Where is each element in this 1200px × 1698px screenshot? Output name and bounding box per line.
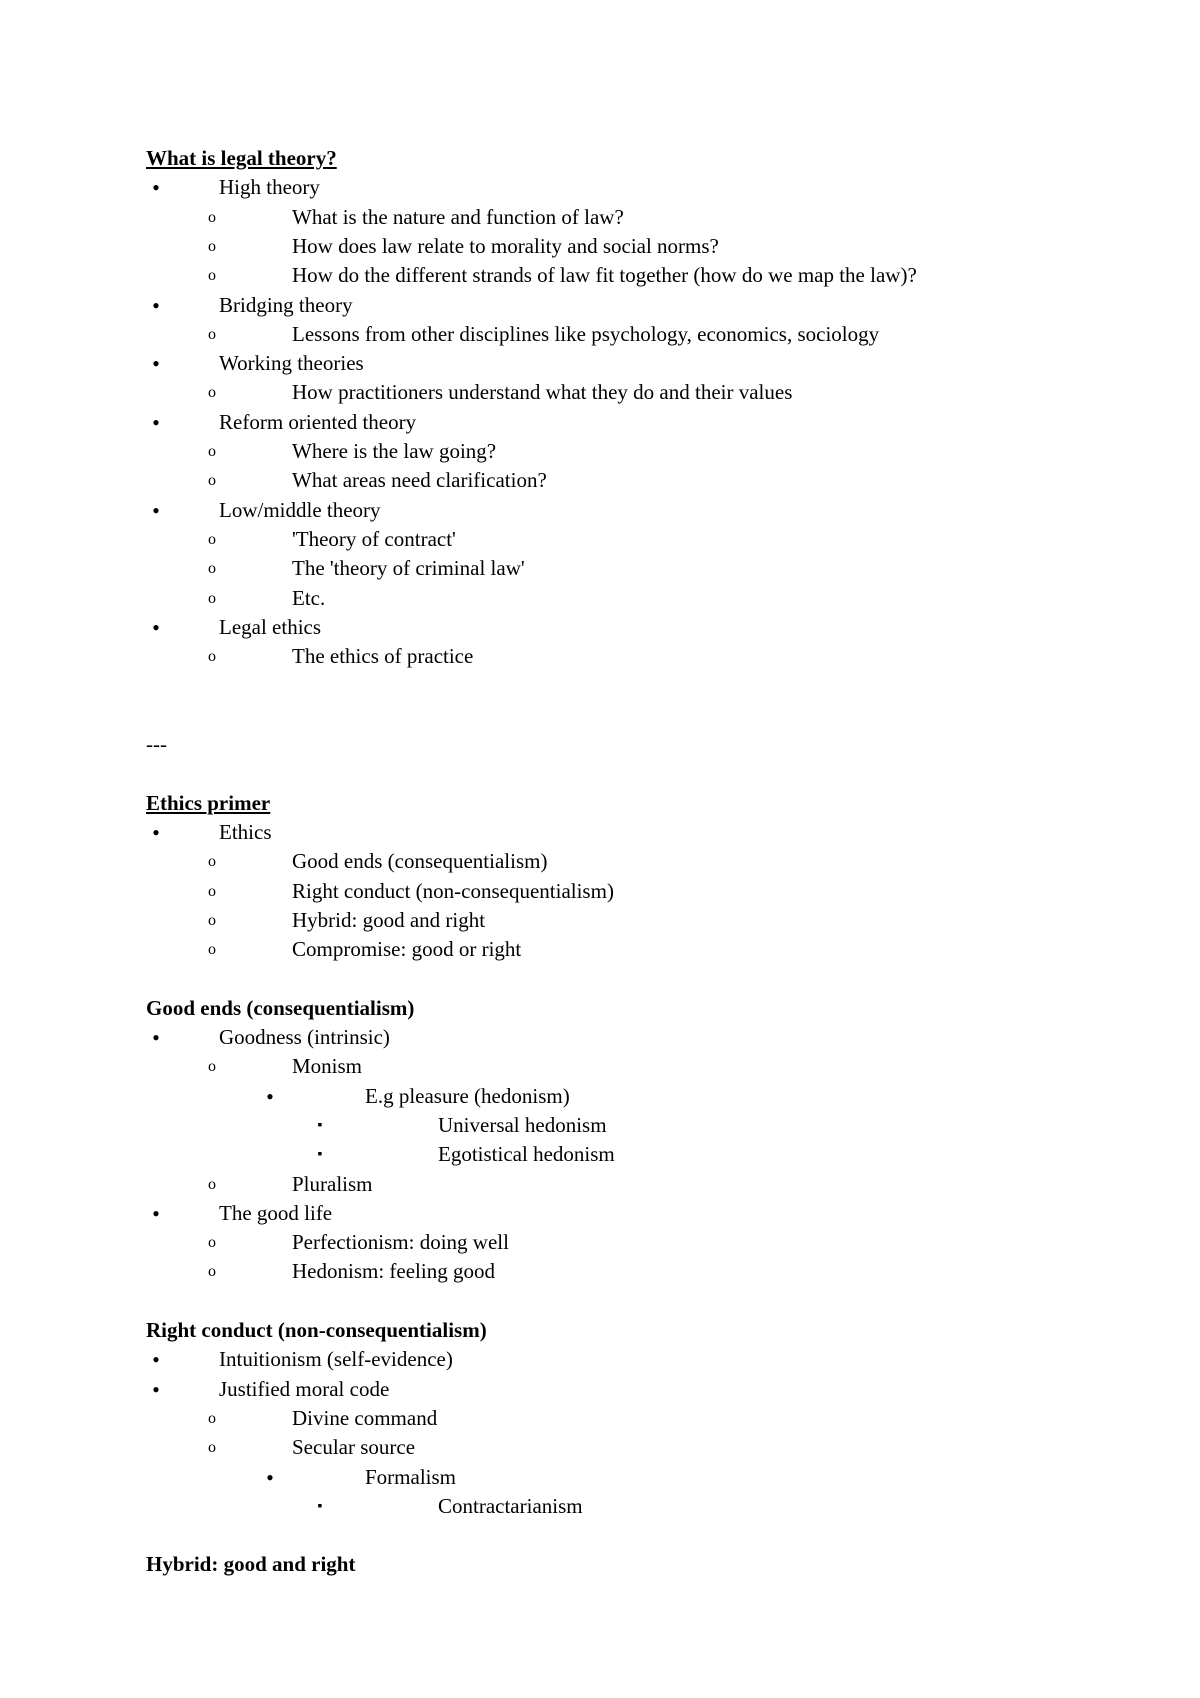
list-item-level-1: Intuitionism (self-evidence) (219, 1347, 453, 1371)
list-item-level-2: Perfectionism: doing well (292, 1230, 509, 1254)
circle-bullet-icon: o (208, 472, 216, 489)
list-item-level-1: Goodness (intrinsic) (219, 1025, 390, 1049)
list-item-level-1: Low/middle theory (219, 498, 381, 522)
circle-bullet-icon: o (208, 384, 216, 401)
list-item-level-2: Secular source (292, 1435, 416, 1459)
square-bullet-icon: ▪ (317, 1147, 323, 1162)
circle-bullet-icon: o (208, 1058, 216, 1075)
circle-bullet-icon: o (208, 560, 216, 577)
list-item-level-3: Formalism (365, 1465, 457, 1489)
bullet-icon: • (152, 498, 160, 523)
list-item-level-2: Compromise: good or right (292, 937, 522, 961)
circle-bullet-icon: o (208, 1410, 216, 1427)
bullet-icon: • (152, 175, 160, 200)
circle-bullet-icon: o (208, 443, 216, 460)
list-item-level-1: The good life (219, 1201, 333, 1225)
bullet-icon: • (152, 1025, 160, 1050)
circle-bullet-icon: o (208, 267, 216, 284)
list-item-level-1: Legal ethics (219, 615, 322, 639)
circle-bullet-icon: o (208, 648, 216, 665)
section-heading: What is legal theory? (146, 146, 337, 170)
circle-bullet-icon: o (208, 883, 216, 900)
list-item-level-4: Egotistical hedonism (438, 1142, 615, 1166)
circle-bullet-icon: o (208, 1439, 216, 1456)
list-item-level-1: Ethics (219, 820, 272, 844)
list-item-level-2: Pluralism (292, 1172, 373, 1196)
list-item-level-2: The 'theory of criminal law' (292, 556, 525, 580)
list-item-level-2: 'Theory of contract' (292, 527, 456, 551)
list-item-level-2: Lessons from other disciplines like psychology, economics, sociology (292, 322, 880, 346)
bullet-icon: • (152, 1347, 160, 1372)
circle-bullet-icon: o (208, 853, 216, 870)
bullet-icon: • (266, 1465, 274, 1490)
list-item-level-2: Where is the law going? (292, 439, 497, 463)
bullet-icon: • (152, 351, 160, 376)
separator-text: --- (146, 732, 167, 756)
bullet-icon: • (152, 615, 160, 640)
circle-bullet-icon: o (208, 531, 216, 548)
list-item-level-2: Etc. (292, 586, 326, 610)
circle-bullet-icon: o (208, 209, 216, 226)
list-item-level-1: High theory (219, 175, 320, 199)
list-item-level-4: Universal hedonism (438, 1113, 607, 1137)
list-item-level-1: Bridging theory (219, 293, 353, 317)
circle-bullet-icon: o (208, 912, 216, 929)
list-item-level-1: Justified moral code (219, 1377, 390, 1401)
section-heading: Right conduct (non-consequentialism) (146, 1318, 487, 1342)
circle-bullet-icon: o (208, 1263, 216, 1280)
list-item-level-2: How does law relate to morality and social norms? (292, 234, 719, 258)
circle-bullet-icon: o (208, 1234, 216, 1251)
bullet-icon: • (152, 1201, 160, 1226)
section-heading: Ethics primer (146, 791, 271, 815)
square-bullet-icon: ▪ (317, 1118, 323, 1133)
bullet-icon: • (152, 1377, 160, 1402)
section-heading: Hybrid: good and right (146, 1552, 356, 1576)
circle-bullet-icon: o (208, 326, 216, 343)
list-item-level-2: Divine command (292, 1406, 438, 1430)
list-item-level-4: Contractarianism (438, 1494, 583, 1518)
list-item-level-2: How practitioners understand what they do and their values (292, 380, 793, 404)
list-item-level-2: Right conduct (non-consequentialism) (292, 879, 614, 903)
list-item-level-2: What is the nature and function of law? (292, 205, 624, 229)
square-bullet-icon: ▪ (317, 1499, 323, 1514)
section-heading: Good ends (consequentialism) (146, 996, 415, 1020)
list-item-level-2: How do the different strands of law fit together (how do we map the law)? (292, 263, 917, 287)
circle-bullet-icon: o (208, 1176, 216, 1193)
bullet-icon: • (152, 820, 160, 845)
list-item-level-2: Hedonism: feeling good (292, 1259, 495, 1283)
list-item-level-1: Reform oriented theory (219, 410, 417, 434)
list-item-level-2: The ethics of practice (292, 644, 474, 668)
list-item-level-2: Monism (292, 1054, 363, 1078)
list-item-level-2: What areas need clarification? (292, 468, 547, 492)
bullet-icon: • (266, 1084, 274, 1109)
circle-bullet-icon: o (208, 941, 216, 958)
list-item-level-3: E.g pleasure (hedonism) (365, 1084, 570, 1108)
list-item-level-2: Good ends (consequentialism) (292, 849, 548, 873)
bullet-icon: • (152, 293, 160, 318)
bullet-icon: • (152, 410, 160, 435)
list-item-level-1: Working theories (219, 351, 364, 375)
list-item-level-2: Hybrid: good and right (292, 908, 486, 932)
circle-bullet-icon: o (208, 238, 216, 255)
circle-bullet-icon: o (208, 590, 216, 607)
